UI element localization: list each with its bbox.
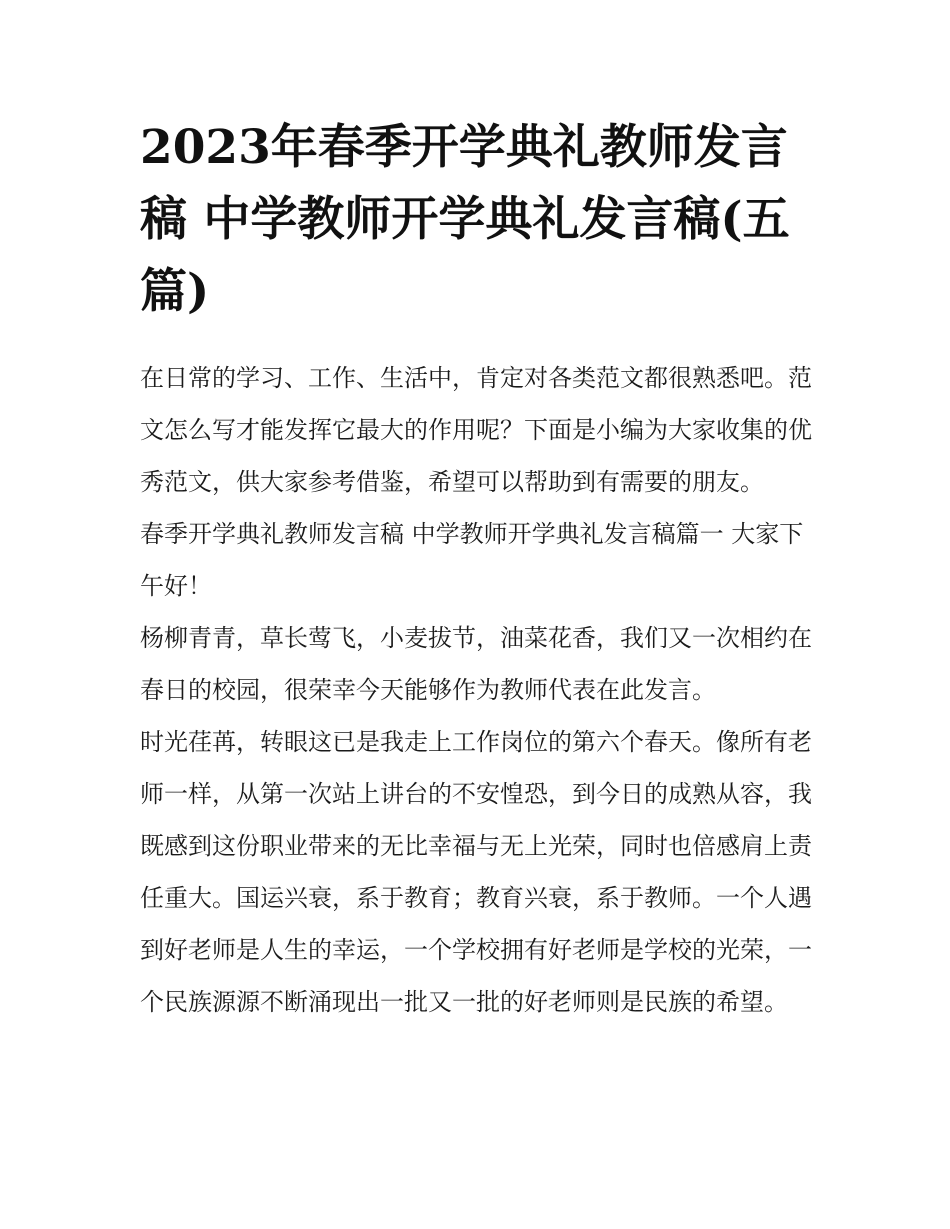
paragraph-spring: 杨柳青青，草长莺飞，小麦拔节，油菜花香，我们又一次相约在春日的校园，很荣幸今天能够作为教师代表在此发言。 (140, 624, 812, 704)
paragraph-teaching: 时光荏苒，转眼这已是我走上工作岗位的第六个春天。像所有老师一样，从第一次站上讲台的不安惶恐，到今日的成熟从容，我既感到这份职业带来的无比幸福与无上光荣，同时也倍感肩上责任重大。国运兴衰，系于教育；教育兴衰，系于教师。一个人遇到好老师是人生的幸运，一个学校拥有好老师是学校的光荣，一个民族源源不断涌现出一批又一批的好老师则是民族的希望。 (140, 728, 812, 1016)
paragraph-intro: 在日常的学习、工作、生活中，肯定对各类范文都很熟悉吧。范文怎么写才能发挥它最大的作用呢？下面是小编为大家收集的优秀范文，供大家参考借鉴，希望可以帮助到有需要的朋友。 (140, 364, 812, 496)
document-title: 2023年春季开学典礼教师发言稿 中学教师开学典礼发言稿(五篇) (140, 120, 790, 319)
document-body (140, 352, 820, 1028)
paragraph-greeting: 春季开学典礼教师发言稿 中学教师开学典礼发言稿篇一 大家下午好！ (140, 520, 804, 600)
